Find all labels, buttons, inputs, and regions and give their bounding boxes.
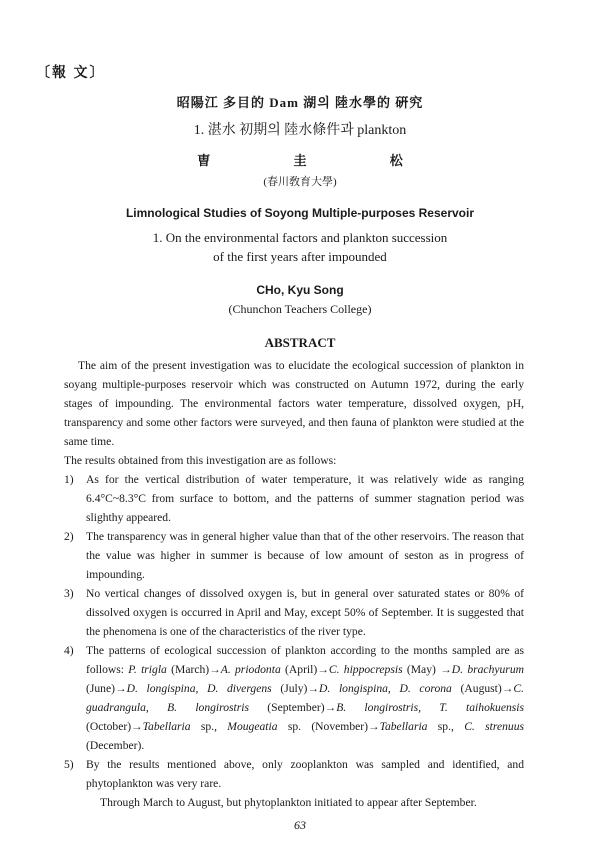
species-name: P. trigla [128,663,167,676]
succession-sequence [86,663,524,752]
korean-subtitle: 1. 湛水 初期의 陸水條件과 plankton [193,123,407,138]
korean-author: 曺 圭 松 [197,153,443,168]
english-author: CHo, Kyu Song [256,283,344,297]
result-text [86,644,524,752]
species-name: B. longirostris, T. taihokuensis [336,701,525,714]
species-name: C. hippocrepsis [328,663,403,676]
abstract-body [64,356,524,812]
english-subtitle-line-1: 1. On the environmental factors and plankton succession [152,230,448,245]
result-number: 4) [64,644,74,657]
species-name: D. brachyurum [451,663,524,676]
month-label: sp., [190,720,228,733]
month-label: (June)→ [86,682,127,695]
month-label: (August)→ [451,682,514,695]
month-label: (May) → [402,663,452,676]
result-text: By the results mentioned above, only zooplankton was sampled and identified, and phytoplankton was very rare. [86,758,524,790]
article-category: 〔報 文〕 [36,66,106,81]
month-label: (July)→ [271,682,319,695]
month-label: sp. (November)→ [277,720,380,733]
species-name: C. guadrangula, B. longirostris [86,682,524,714]
korean-title: 昭陽江 多目的 Dam 湖의 陸水學的 硏究 [176,95,424,110]
results-list [64,470,524,793]
succession-lead: The patterns of ecological succession of plankton according to the months sampled are as follows: [86,644,524,676]
abstract-heading: ABSTRACT [264,335,336,350]
species-name: D. longispina, D. corona [319,682,452,695]
closing-paragraph: Through March to August, but phytoplankton initiated to appear after September. [100,796,477,809]
species-name: A. priodonta [220,663,281,676]
english-title: Limnological Studies of Soyong Multiple-purposes Reservoir [125,206,475,220]
month-label: (October)→ [86,720,143,733]
result-text: The transparency was in general higher value than that of the other reservoirs. The reason that the value was higher in summer is because of low amount of seston as in progress of impounding. [86,530,524,581]
result-number: 5) [64,758,74,771]
species-name: C. strenuus [464,720,524,733]
month-label: (September)→ [249,701,337,714]
page-number: 63 [294,818,306,832]
month-label: (April)→ [280,663,329,676]
abstract-intro-paragraph: The aim of the present investigation was to elucidate the ecological succession of plankton in soyang multiple-purposes reservoir which was constructed on Autumn 1972, during the early stages of impounding. The environmental factors water temperature, dissolved oxygen, pH, transparency and some other factors were surveyed, and then fauna of plankton were studied at the same time. [64,359,524,448]
korean-affiliation: (春川敎育大學) [263,176,337,188]
result-item-4 [64,641,524,755]
result-number: 3) [64,587,74,600]
english-affiliation: (Chunchon Teachers College) [228,302,372,316]
result-text: No vertical changes of dissolved oxygen is, but in general over saturated states or 80% of dissolved oxygen is occurred in April and May, except 50% of September. It is suggested that the phenomena is one of the characteristics of the river type. [86,587,524,638]
result-text: As for the vertical distribution of water temperature, it was relatively wide as ranging 6.4°C~8.3°C from surface to bottom, and the patterns of summer stagnation period was slighthy appeared. [86,473,524,524]
result-item-5 [64,755,524,793]
month-label: (December). [86,739,145,752]
english-subtitle-line-2: of the first years after impounded [213,249,387,264]
species-name: Tabellaria [379,720,428,733]
species-name: D. longispina, D. divergens [126,682,272,695]
species-name: Mougeatia [227,720,278,733]
month-label: (March)→ [166,663,221,676]
species-name: Tabellaria [142,720,191,733]
result-item-1 [64,470,524,527]
results-intro: The results obtained from this investigation are as follows: [64,454,337,467]
result-number: 2) [64,530,74,543]
result-number: 1) [64,473,74,486]
result-item-3 [64,584,524,641]
month-label: sp., [427,720,465,733]
result-item-2 [64,527,524,584]
